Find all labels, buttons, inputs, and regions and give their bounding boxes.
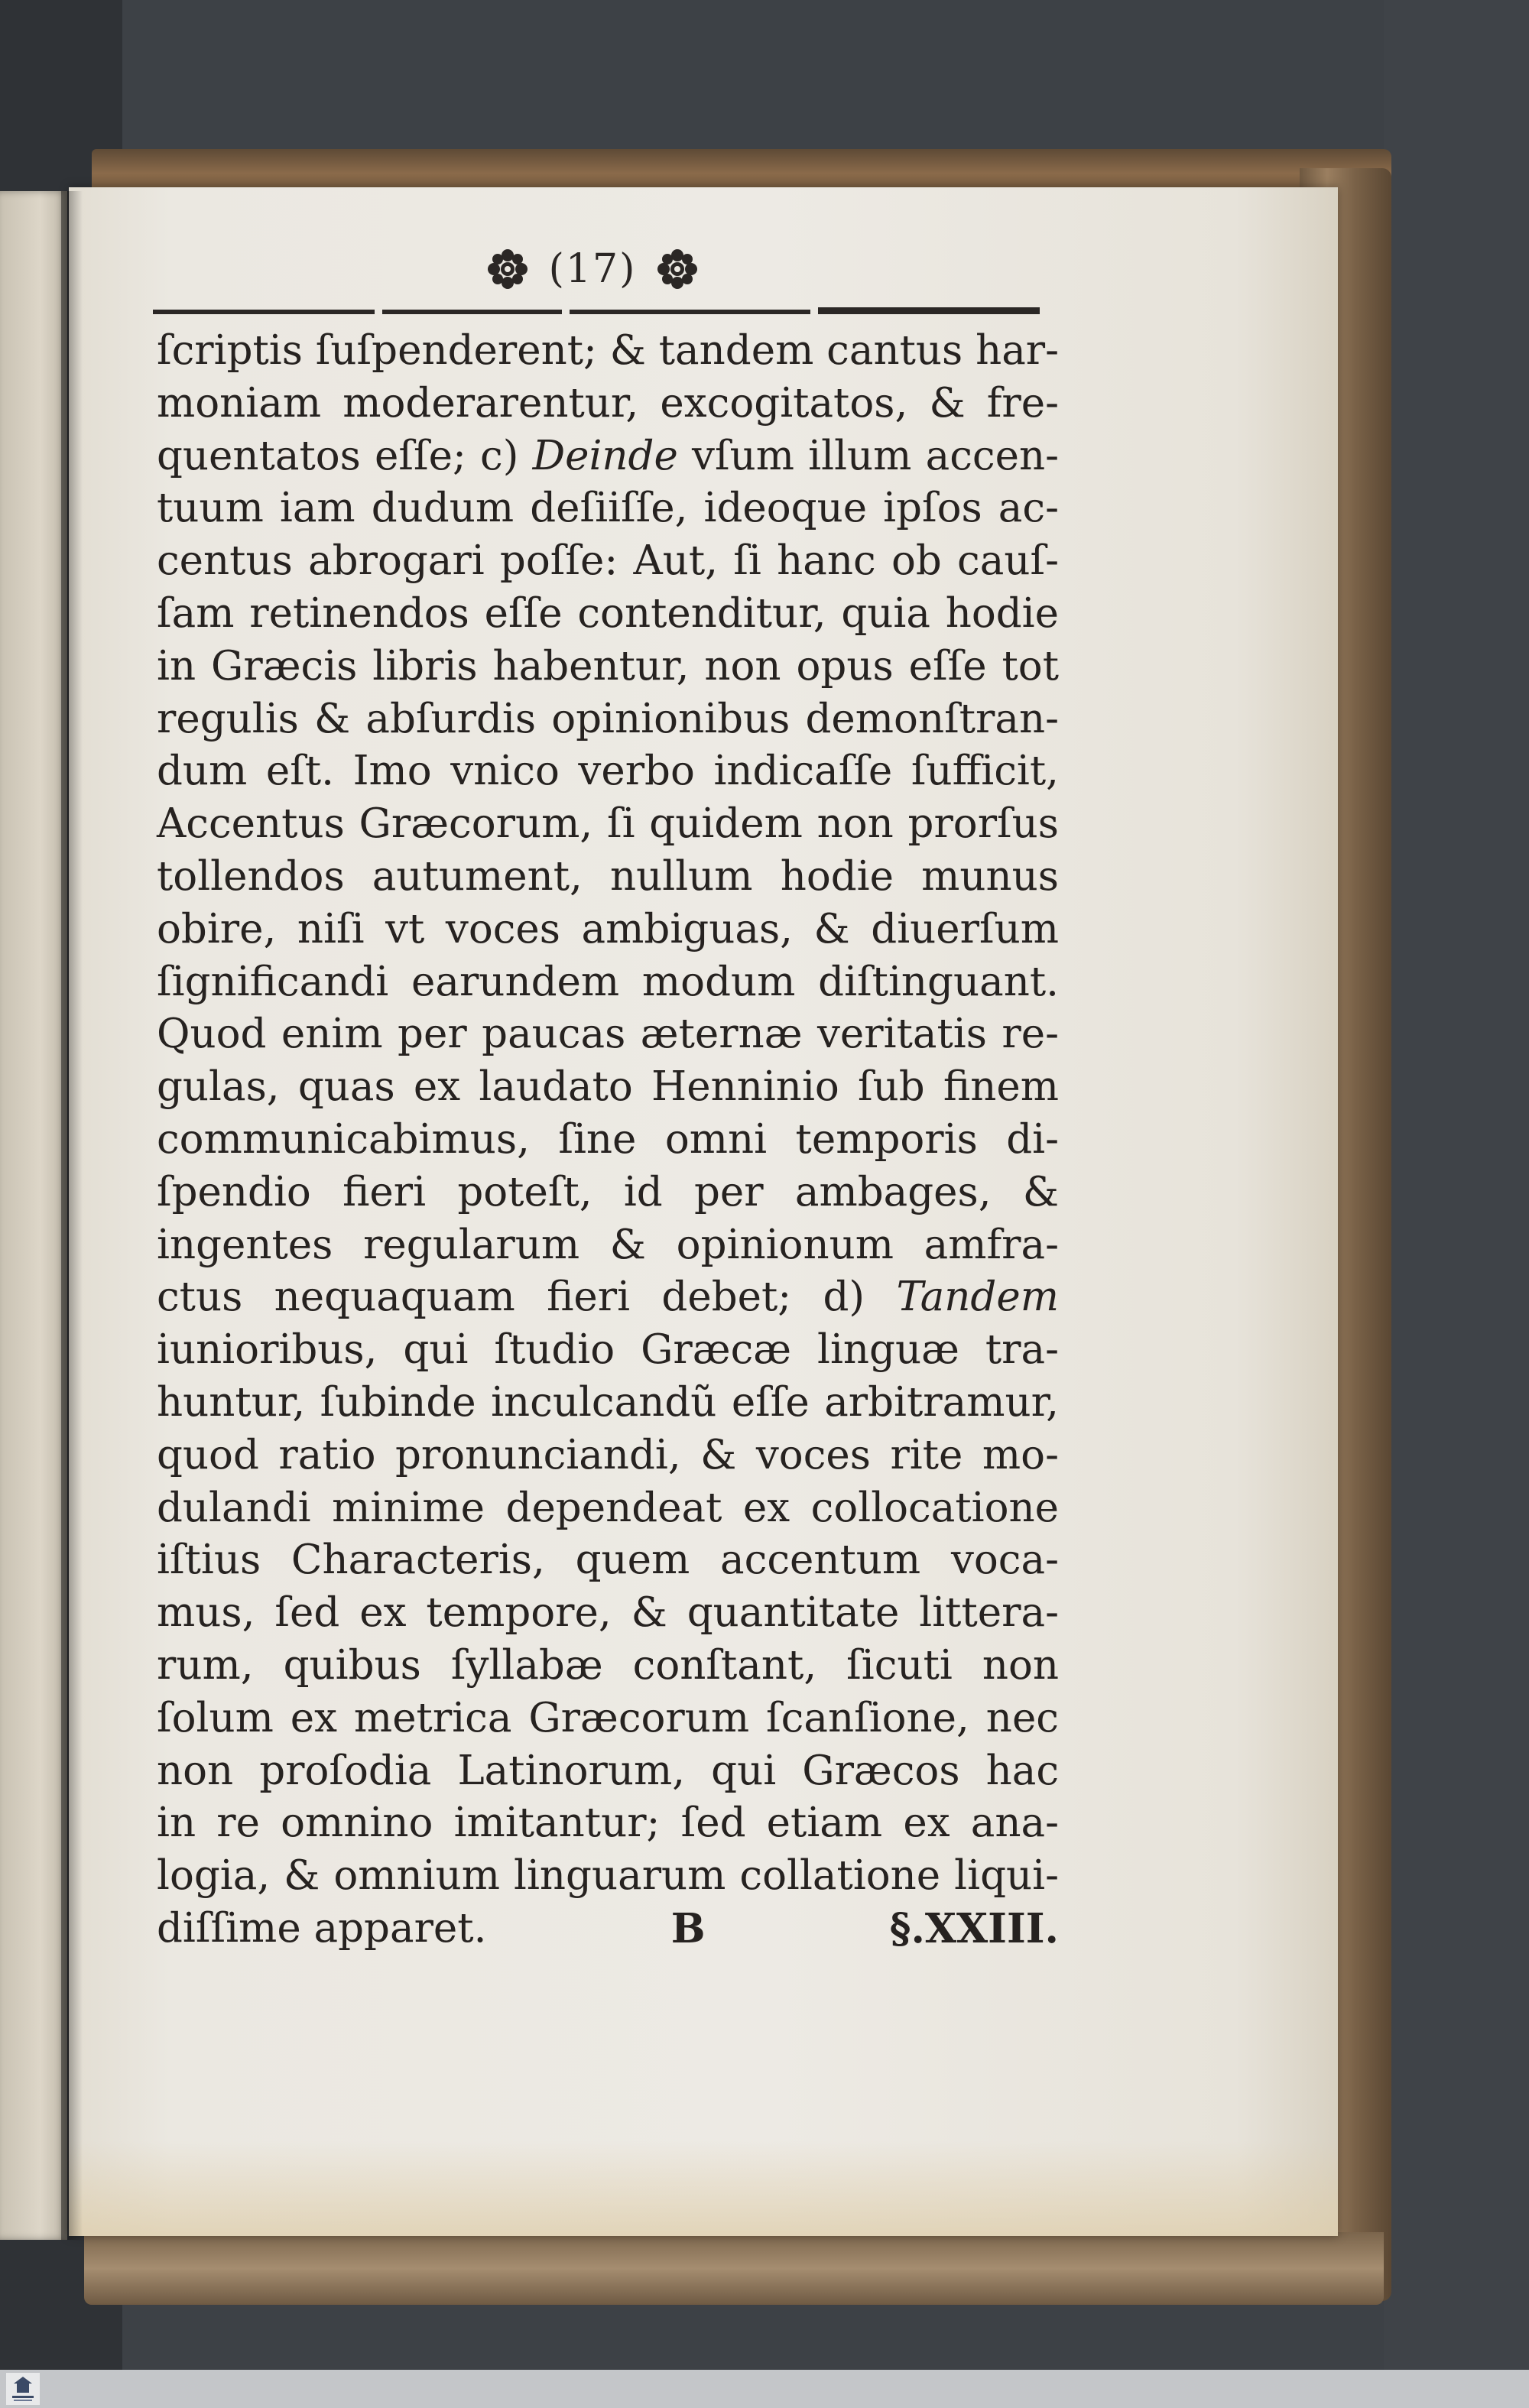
text-line: moniam moderarentur, excogitatos, & fre- [157,379,1059,427]
text-line: obire, niſi vt voces ambiguas, & diuerſum [157,905,1059,952]
signature-mark: B [670,1904,706,1952]
header-rule-segment [818,307,1040,314]
text-line: tuum iam dudum deſiiſſe, ideoque ipſos ac- [157,485,1059,532]
text-line: iſtius Characteris, quem accentum voca- [157,1537,1059,1584]
header-rule-segment [153,310,375,314]
footer-line [157,1903,1059,1955]
text-line: mus, ſed ex tempore, & quantitate littera- [157,1589,1059,1637]
text-line: in re omnino imitantur; ſed etiam ex ana- [157,1800,1059,1847]
viewer-footer-strip [0,2370,1529,2408]
text-line: gulas, quas ex laudato Henninio ſub finem [157,1063,1059,1111]
library-logo-icon [6,2373,40,2405]
text-line: ſpendio fieri poteſt, id per ambages, & [157,1168,1059,1215]
text-line: ſignificandi earundem modum diſtinguant. [157,958,1059,1005]
text-line: ſcriptis ſuſpenderent; & tandem cantus har- [157,327,1060,374]
text-line [157,1271,1059,1324]
flower-ornament-icon [486,248,529,290]
page-text-block [157,325,1059,1955]
text-line [157,430,1059,483]
text-line: communicabimus, ſine omni temporis di- [157,1115,1059,1163]
text-line: huntur, ſubinde inculcandũ eſſe arbitramur, [157,1378,1059,1426]
book-cover-bottom-edge [84,2232,1384,2305]
text-line: iunioribus, qui ſtudio Græcæ linguæ tra- [157,1326,1059,1374]
text-line: logia, & omnium linguarum collatione liqui- [157,1852,1059,1900]
text-line: dulandi minime dependeat ex collocatione [157,1484,1059,1531]
header-rule-segment [570,310,810,314]
text-line: Quod enim per paucas æternæ veritatis re- [157,1011,1059,1058]
text-line-start: quentatos eſſe; c) [157,432,533,479]
header-rule-segment [382,310,562,314]
text-line: ſam retinendos eſſe contenditur, quia hodie [157,589,1059,637]
text-line: ſolum ex metrica Græcorum ſcanſione, nec [157,1694,1059,1741]
text-line: dum eſt. Imo vnico verbo indicaſſe ſufficit, [157,748,1059,795]
italic-word: Deinde [532,432,678,479]
italic-word: Tandem [896,1274,1059,1321]
text-line-end: vſum illum accen- [677,432,1059,479]
text-line-start: ctus nequaquam fieri debet; d) [157,1274,897,1321]
text-line: tollendos autument, nullum hodie munus [157,852,1059,900]
flower-ornament-icon [656,248,699,290]
facing-page-edge [0,191,67,2240]
backdrop-right [1384,0,1529,2370]
text-line: Accentus Græcorum, ſi quidem non prorſus [157,800,1059,848]
running-header [459,239,726,300]
text-line: non proſodia Latinorum, qui Græcos hac [157,1747,1059,1794]
page-number: (17) [548,246,637,292]
page-stain [69,2140,1338,2236]
final-text: diſſime apparet. [157,1904,487,1952]
catchword: §.XXIII. [889,1904,1059,1952]
text-line: quod ratio pronunciandi, & voces rite mo- [157,1431,1059,1478]
text-line: ingentes regularum & opinionum amfra- [157,1221,1059,1268]
spine-shadow [61,191,83,2240]
text-line: rum, quibus ſyllabæ conſtant, ſicuti non [157,1641,1059,1689]
text-line: in Græcis libris habentur, non opus eſſe tot [157,642,1059,690]
text-line: centus abrogari poſſe: Aut, ſi hanc ob cauſ- [157,537,1059,585]
text-line: regulis & abſurdis opinionibus demonſtran- [157,695,1059,742]
